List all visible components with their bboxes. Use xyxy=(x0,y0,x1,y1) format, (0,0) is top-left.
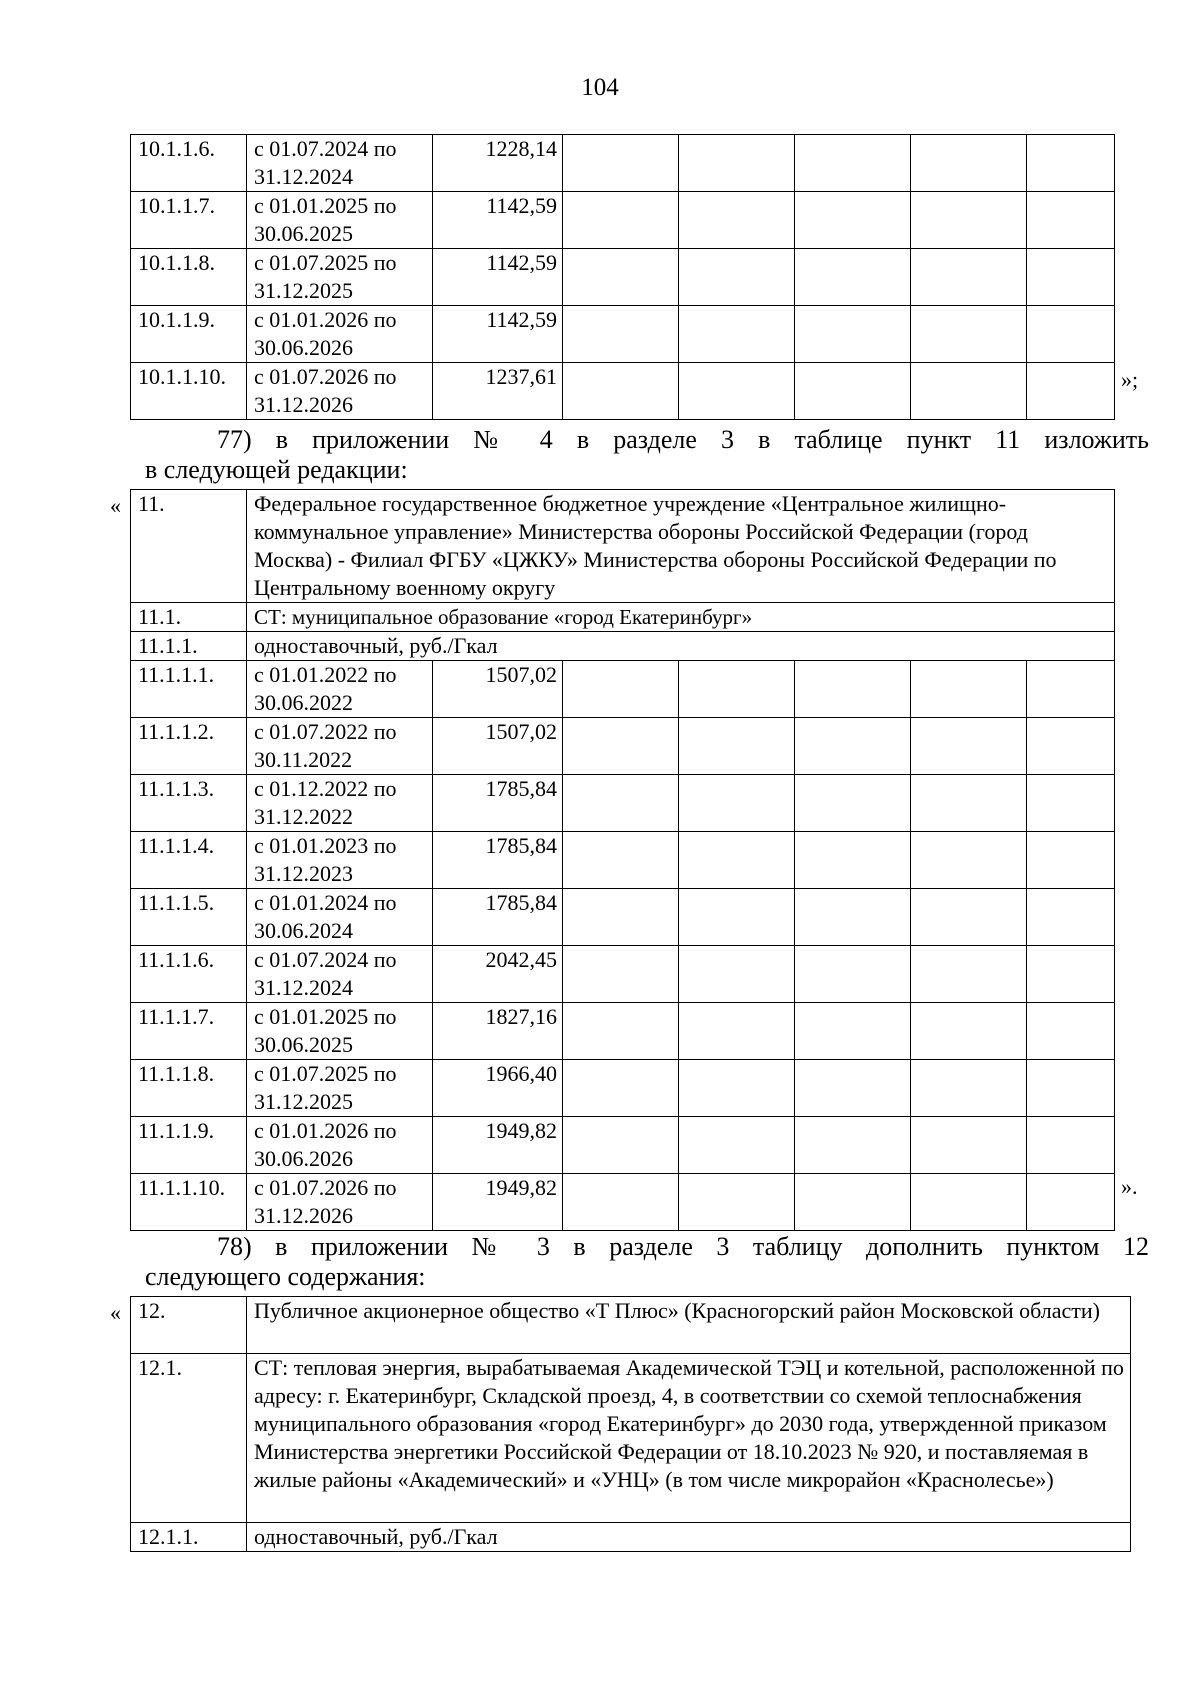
row-value: 1237,61 xyxy=(433,363,563,420)
empty-cell xyxy=(911,718,1027,775)
empty-cell xyxy=(795,1003,911,1060)
empty-cell xyxy=(563,889,679,946)
period-start: с 01.01.2024 по xyxy=(254,890,397,915)
period-end: 31.12.2022 xyxy=(254,804,353,829)
empty-cell xyxy=(679,1003,795,1060)
empty-cell xyxy=(563,1117,679,1174)
row-period xyxy=(247,1117,433,1174)
period-end: 31.12.2024 xyxy=(254,975,353,1000)
row-code: 11.1.1.2. xyxy=(131,718,247,775)
period-end: 30.06.2025 xyxy=(254,1032,353,1057)
row-code: 11.1.1.3. xyxy=(131,775,247,832)
empty-cell xyxy=(795,135,911,192)
period-end: 30.06.2026 xyxy=(254,1146,353,1171)
row-period xyxy=(247,306,433,363)
table-row xyxy=(131,363,1115,420)
item-code: 11. xyxy=(131,490,247,603)
row-period xyxy=(247,192,433,249)
empty-cell xyxy=(911,775,1027,832)
empty-cell xyxy=(563,1060,679,1117)
row-period xyxy=(247,1174,433,1231)
row-value: 1949,82 xyxy=(433,1174,563,1231)
table-row xyxy=(131,249,1115,306)
tariff-table-10 xyxy=(130,134,1115,420)
closing-quote-table-10: »; xyxy=(1121,367,1139,392)
empty-cell xyxy=(563,1003,679,1060)
table-row xyxy=(131,1003,1115,1060)
row-value: 1785,84 xyxy=(433,889,563,946)
empty-cell xyxy=(795,946,911,1003)
table-row xyxy=(131,603,1115,632)
period-start: с 01.07.2024 по xyxy=(254,136,397,161)
table-row xyxy=(131,946,1115,1003)
row-code: 10.1.1.7. xyxy=(131,192,247,249)
row-period xyxy=(247,1003,433,1060)
empty-cell xyxy=(911,889,1027,946)
period-start: с 01.01.2026 по xyxy=(254,307,397,332)
row-code: 11.1.1.6. xyxy=(131,946,247,1003)
period-start: с 01.07.2025 по xyxy=(254,250,397,275)
tariff-table-11 xyxy=(130,489,1115,1231)
row-value: 1142,59 xyxy=(433,192,563,249)
empty-cell xyxy=(911,661,1027,718)
row-value: 1507,02 xyxy=(433,718,563,775)
table-row xyxy=(131,1297,1131,1354)
row-value: 2042,45 xyxy=(433,946,563,1003)
empty-cell xyxy=(563,192,679,249)
empty-cell xyxy=(679,363,795,420)
empty-cell xyxy=(679,192,795,249)
row-value: 1949,82 xyxy=(433,1117,563,1174)
empty-cell xyxy=(911,1060,1027,1117)
period-start: с 01.07.2026 по xyxy=(254,1175,397,1200)
table-row xyxy=(131,135,1115,192)
row-period xyxy=(247,661,433,718)
empty-cell xyxy=(795,249,911,306)
empty-cell xyxy=(1027,775,1115,832)
empty-cell xyxy=(563,718,679,775)
organization-name: Публичное акционерное общество «Т Плюс» (Красногорский район Московской области) xyxy=(247,1297,1131,1354)
period-end: 31.12.2025 xyxy=(254,1089,353,1114)
row-code: 11.1.1.4. xyxy=(131,832,247,889)
empty-cell xyxy=(563,306,679,363)
row-code: 10.1.1.10. xyxy=(131,363,247,420)
row-code: 11.1.1.7. xyxy=(131,1003,247,1060)
row-value: 1827,16 xyxy=(433,1003,563,1060)
period-start: с 01.07.2026 по xyxy=(254,364,397,389)
empty-cell xyxy=(1027,249,1115,306)
empty-cell xyxy=(795,192,911,249)
period-start: с 01.07.2022 по xyxy=(254,719,397,744)
table-row xyxy=(131,1354,1131,1523)
row-value: 1142,59 xyxy=(433,306,563,363)
empty-cell xyxy=(795,661,911,718)
empty-cell xyxy=(795,1174,911,1231)
row-value: 1966,40 xyxy=(433,1060,563,1117)
empty-cell xyxy=(911,363,1027,420)
rate-type: одноставочный, руб./Гкал xyxy=(247,632,1115,661)
row-period xyxy=(247,718,433,775)
empty-cell xyxy=(563,249,679,306)
empty-cell xyxy=(679,1117,795,1174)
closing-quote-table-11: ». xyxy=(1121,1174,1138,1199)
tariff-table-12 xyxy=(130,1296,1131,1552)
empty-cell xyxy=(795,306,911,363)
empty-cell xyxy=(795,889,911,946)
period-end: 31.12.2024 xyxy=(254,164,353,189)
period-end: 30.11.2022 xyxy=(254,747,353,772)
empty-cell xyxy=(563,135,679,192)
empty-cell xyxy=(795,1117,911,1174)
empty-cell xyxy=(1027,1117,1115,1174)
empty-cell xyxy=(911,306,1027,363)
period-end: 31.12.2025 xyxy=(254,278,353,303)
empty-cell xyxy=(679,1060,795,1117)
empty-cell xyxy=(911,249,1027,306)
opening-quote-table-11: « xyxy=(110,493,121,518)
table-row xyxy=(131,1060,1115,1117)
item-code: 11.1.1. xyxy=(131,632,247,661)
item-code: 12.1.1. xyxy=(131,1523,247,1552)
empty-cell xyxy=(911,1174,1027,1231)
table-row xyxy=(131,661,1115,718)
empty-cell xyxy=(911,135,1027,192)
row-code: 11.1.1.8. xyxy=(131,1060,247,1117)
row-code: 11.1.1.9. xyxy=(131,1117,247,1174)
row-code: 10.1.1.6. xyxy=(131,135,247,192)
row-period xyxy=(247,832,433,889)
row-period xyxy=(247,363,433,420)
row-period xyxy=(247,889,433,946)
paragraph-77 xyxy=(145,425,1149,485)
row-period xyxy=(247,249,433,306)
empty-cell xyxy=(563,661,679,718)
empty-cell xyxy=(679,718,795,775)
table-row xyxy=(131,192,1115,249)
period-end: 31.12.2023 xyxy=(254,861,353,886)
paragraph-77-line1: 77) в приложении № 4 в разделе 3 в таблице пункт 11 изложить xyxy=(217,425,1149,454)
empty-cell xyxy=(679,1174,795,1231)
empty-cell xyxy=(563,832,679,889)
empty-cell xyxy=(1027,718,1115,775)
empty-cell xyxy=(1027,192,1115,249)
empty-cell xyxy=(911,946,1027,1003)
table-row xyxy=(131,718,1115,775)
empty-cell xyxy=(563,363,679,420)
st-description: СТ: тепловая энергия, вырабатываемая Академической ТЭЦ и котельной, расположенной по адресу: г. Екатеринбург, Складской проезд, 4, в соответствии со схемой теплоснабжения муниципального образования «город Екатеринбург» до 2030 года, утвержденной приказом Министерства энергетики Российской Федерации от 18.10.2023 № 920, и поставляемая в жилые районы «Академический» и «УНЦ» (в том числе микрорайон «Краснолесье») xyxy=(247,1354,1131,1523)
period-start: с 01.01.2026 по xyxy=(254,1118,397,1143)
row-value: 1785,84 xyxy=(433,832,563,889)
table-row xyxy=(131,1523,1131,1552)
row-value: 1507,02 xyxy=(433,661,563,718)
empty-cell xyxy=(679,889,795,946)
table-row xyxy=(131,1117,1115,1174)
empty-cell xyxy=(1027,661,1115,718)
empty-cell xyxy=(563,1174,679,1231)
empty-cell xyxy=(679,306,795,363)
empty-cell xyxy=(911,832,1027,889)
empty-cell xyxy=(795,363,911,420)
empty-cell xyxy=(911,1117,1027,1174)
item-code: 12.1. xyxy=(131,1354,247,1523)
empty-cell xyxy=(795,1060,911,1117)
empty-cell xyxy=(1027,1003,1115,1060)
row-code: 11.1.1.5. xyxy=(131,889,247,946)
period-end: 30.06.2025 xyxy=(254,221,353,246)
empty-cell xyxy=(795,832,911,889)
row-code: 10.1.1.9. xyxy=(131,306,247,363)
period-end: 31.12.2026 xyxy=(254,1203,353,1228)
empty-cell xyxy=(795,718,911,775)
table-row xyxy=(131,889,1115,946)
empty-cell xyxy=(563,946,679,1003)
empty-cell xyxy=(679,832,795,889)
empty-cell xyxy=(679,775,795,832)
period-end: 30.06.2026 xyxy=(254,335,353,360)
empty-cell xyxy=(679,135,795,192)
table-row xyxy=(131,832,1115,889)
period-end: 31.12.2026 xyxy=(254,392,353,417)
empty-cell xyxy=(563,775,679,832)
paragraph-78-line2: следующего содержания: xyxy=(145,1262,426,1291)
organization-name: Федеральное государственное бюджетное учреждение «Центральное жилищно-коммунальное управление» Министерства обороны Российской Федерации (город Москва) - Филиал ФГБУ «ЦЖКУ» Министерства обороны Российской Федерации по Центральному военному округу xyxy=(247,490,1115,603)
empty-cell xyxy=(1027,946,1115,1003)
period-start: с 01.01.2025 по xyxy=(254,1004,397,1029)
st-description: СТ: муниципальное образование «город Екатеринбург» xyxy=(247,603,1115,632)
empty-cell xyxy=(911,1003,1027,1060)
page-number: 104 xyxy=(581,74,619,101)
empty-cell xyxy=(795,775,911,832)
row-period xyxy=(247,1060,433,1117)
period-start: с 01.01.2025 по xyxy=(254,193,397,218)
paragraph-77-line2: в следующей редакции: xyxy=(145,455,408,484)
item-code: 12. xyxy=(131,1297,247,1354)
table-row xyxy=(131,632,1115,661)
row-period xyxy=(247,775,433,832)
row-code: 10.1.1.8. xyxy=(131,249,247,306)
table-row xyxy=(131,490,1115,603)
period-start: с 01.07.2024 по xyxy=(254,947,397,972)
empty-cell xyxy=(679,946,795,1003)
empty-cell xyxy=(1027,1060,1115,1117)
period-start: с 01.01.2023 по xyxy=(254,833,397,858)
table-row xyxy=(131,306,1115,363)
row-code: 11.1.1.10. xyxy=(131,1174,247,1231)
table-row xyxy=(131,775,1115,832)
period-start: с 01.01.2022 по xyxy=(254,662,397,687)
rate-type: одноставочный, руб./Гкал xyxy=(247,1523,1131,1552)
row-value: 1142,59 xyxy=(433,249,563,306)
row-period xyxy=(247,135,433,192)
empty-cell xyxy=(1027,1174,1115,1231)
row-value: 1228,14 xyxy=(433,135,563,192)
paragraph-78 xyxy=(145,1232,1149,1292)
opening-quote-table-12: « xyxy=(110,1300,121,1325)
empty-cell xyxy=(1027,135,1115,192)
row-period xyxy=(247,946,433,1003)
period-end: 30.06.2022 xyxy=(254,690,353,715)
period-start: с 01.12.2022 по xyxy=(254,776,397,801)
empty-cell xyxy=(1027,889,1115,946)
empty-cell xyxy=(1027,306,1115,363)
empty-cell xyxy=(911,192,1027,249)
empty-cell xyxy=(679,249,795,306)
period-start: с 01.07.2025 по xyxy=(254,1061,397,1086)
period-end: 30.06.2024 xyxy=(254,918,353,943)
row-value: 1785,84 xyxy=(433,775,563,832)
table-row xyxy=(131,1174,1115,1231)
empty-cell xyxy=(1027,363,1115,420)
empty-cell xyxy=(1027,832,1115,889)
paragraph-78-line1: 78) в приложении № 3 в разделе 3 таблицу дополнить пунктом 12 xyxy=(217,1232,1149,1261)
empty-cell xyxy=(679,661,795,718)
row-code: 11.1.1.1. xyxy=(131,661,247,718)
item-code: 11.1. xyxy=(131,603,247,632)
